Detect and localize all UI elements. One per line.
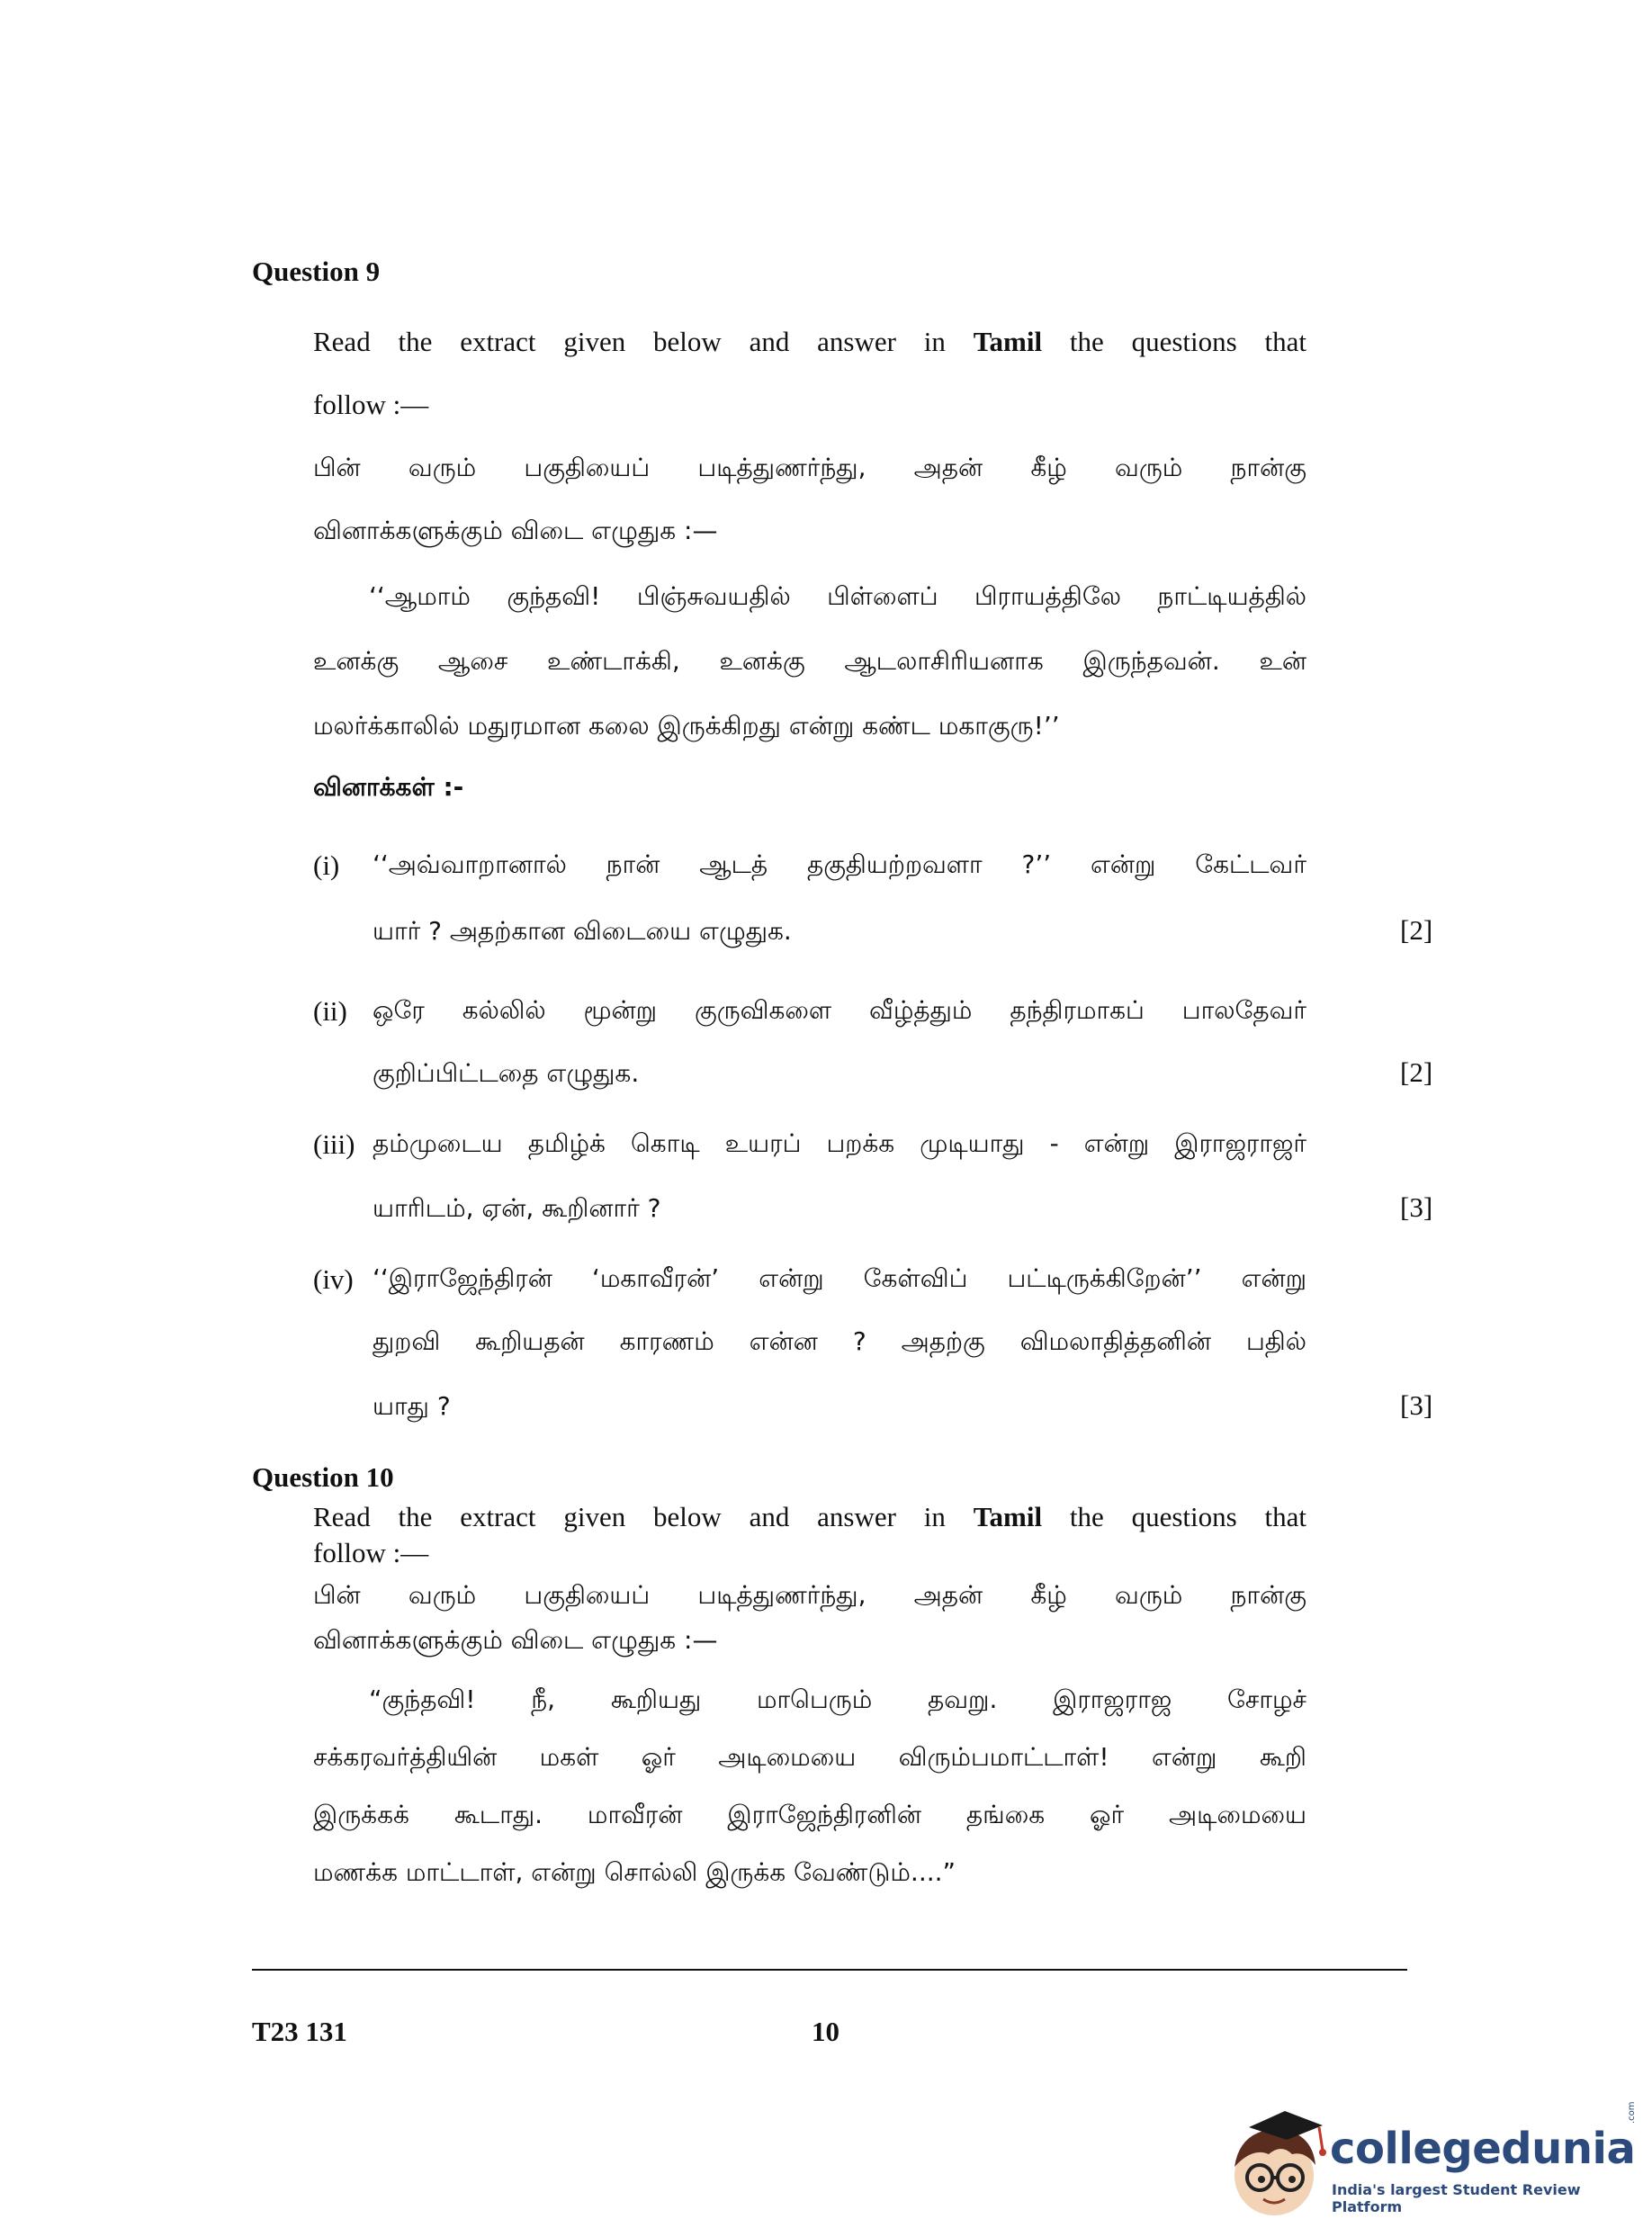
q9-tamil-instruction-line2: வினாக்களுக்கும் விடை எழுதுக :— <box>313 516 718 545</box>
q9-question-i-number: (i) <box>313 849 340 881</box>
footer-rule <box>252 1969 1407 1971</box>
q10-instruction-line1: Read the extract given below and answer in Tamil the questions that <box>313 1501 1306 1532</box>
q10-passage-line1: “குந்தவி! நீ, கூறியது மாபெரும் தவறு. இராஜராஜ சோழச் <box>369 1684 1306 1714</box>
q9-question-i-line1: ‘‘அவ்வாறானால் நான் ஆடத் தகுதியற்றவளா ?’’ என்று கேட்டவர் <box>373 849 1306 879</box>
logo-wordmark: collegedunia <box>1330 2124 1636 2174</box>
q9-question-ii-marks: [2] <box>1400 1056 1433 1088</box>
q10-tamil-instruction-line1: பின் வரும் பகுதியைப் படித்துணர்ந்து, அதன் கீழ் வரும் நான்கு <box>313 1580 1306 1610</box>
q9-question-iii-marks: [3] <box>1400 1191 1433 1223</box>
q10-passage-line3: இருக்கக் கூடாது. மாவீரன் இராஜேந்திரனின் தங்கை ஓர் அடிமையை <box>313 1800 1306 1829</box>
q9-question-iii-line1: தம்முடைய தமிழ்க் கொடி உயரப் பறக்க முடியாது - என்று இராஜராஜர் <box>373 1128 1306 1158</box>
q10-passage-line4: மணக்க மாட்டாள், என்று சொல்லி இருக்க வேண்டும்....” <box>313 1857 956 1887</box>
logo-tagline: India's largest Student Review Platform <box>1332 2181 1581 2215</box>
q9-question-iii-line2: யாரிடம், ஏன், கூறினார் ? <box>373 1193 661 1223</box>
q9-question-ii-line1: ஒரே கல்லில் மூன்று குருவிகளை வீழ்த்தும் தந்திரமாகப் பாலதேவர் <box>373 995 1306 1025</box>
collegedunia-logo <box>1222 2101 1637 2221</box>
paper-code: T23 131 <box>252 2016 347 2047</box>
q9-passage-line3: மலர்க்காலில் மதுரமான கலை இருக்கிறது என்று கண்ட மகாகுரு!’’ <box>313 711 1060 741</box>
q9-question-ii-line2: குறிப்பிட்டதை எழுதுக. <box>373 1058 640 1088</box>
q9-questions-label: வினாக்கள் :- <box>313 772 464 802</box>
q9-passage-line2: உனக்கு ஆசை உண்டாக்கி, உனக்கு ஆடலாசிரியனாக இருந்தவன். உன் <box>313 646 1306 676</box>
q9-question-iv-line3: யாது ? <box>373 1391 451 1421</box>
q9-question-iv-line1: ‘‘இராஜேந்திரன் ‘மகாவீரன்’ என்று கேள்விப் பட்டிருக்கிறேன்’’ என்று <box>373 1263 1306 1293</box>
q10-instruction-line2: follow :— <box>313 1537 429 1568</box>
q9-question-i-marks: [2] <box>1400 914 1433 946</box>
q9-question-iv-marks: [3] <box>1400 1389 1433 1421</box>
q10-tamil-instruction-line2: வினாக்களுக்கும் விடை எழுதுக :— <box>313 1625 718 1655</box>
q9-question-ii-number: (ii) <box>313 995 347 1027</box>
question-9-title: Question 9 <box>252 256 381 287</box>
logo-suffix: .com <box>1627 2101 1637 2124</box>
q9-question-iii-number: (iii) <box>313 1128 355 1160</box>
question-10-title: Question 10 <box>252 1461 394 1493</box>
q10-passage-line2: சக்கரவர்த்தியின் மகள் ஓர் அடிமையை விரும்பமாட்டாள்! என்று கூறி <box>313 1742 1306 1772</box>
q9-instruction-line2: follow :— <box>313 389 429 420</box>
q9-question-i-line2: யார் ? அதற்கான விடையை எழுதுக. <box>373 916 792 946</box>
mascot-icon <box>1222 2104 1339 2221</box>
q9-passage-line1: ‘‘ஆமாம் குந்தவி! பிஞ்சுவயதில் பிள்ளைப் பிராயத்திலே நாட்டியத்தில் <box>369 581 1306 611</box>
q9-tamil-instruction-line1: பின் வரும் பகுதியைப் படித்துணர்ந்து, அதன் கீழ் வரும் நான்கு <box>313 453 1306 482</box>
q9-instruction-line1: Read the extract given below and answer in Tamil the questions that <box>313 326 1306 357</box>
q9-question-iv-line2: துறவி கூறியதன் காரணம் என்ன ? அதற்கு விமலாதித்தனின் பதில் <box>373 1326 1306 1356</box>
page-number: 10 <box>812 2016 839 2047</box>
q9-question-iv-number: (iv) <box>313 1263 354 1295</box>
